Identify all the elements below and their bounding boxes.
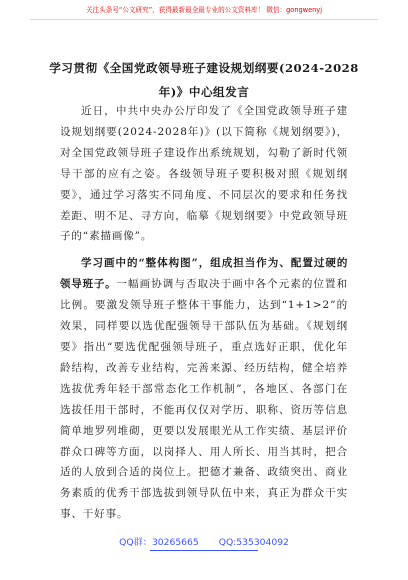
header-banner[interactable]: 关注头条号“公文研究”，获得最新最全最专业的公文资料库！ 微信：gongwenyj	[85, 6, 323, 14]
title-line-2: 年)》中心组发言	[158, 85, 250, 99]
document-title	[48, 56, 360, 104]
paragraph-body-text: 一幅画协调与否取决于画中各个元素的位置和比例。要激发领导班子整体干事能力，达到“1+1>2”的效果，同样要以选优配强领导干部队伍为基础。《规划纲要》指出“要选优配强领导班子，重点选好正职，优化年龄结构，改善专业结构，完善来源、经历结构，健全培养选拔优秀年轻干部常态化工作机制”，各地区、各部门在选拔任用干部时，不能再仅仅对学历、职称、资历等信息简单地罗列堆砌，更要以发展眼光从工作实绩、基层评价群众口碑等方面，以岗择人、用人所长、用当其时，把合适的人放到合适的岗位上。把德才兼备、政绩突出、商业务素质的优秀干部选拔到领导队伍中来，真正为群众干实事、干好事。	[60, 278, 348, 521]
title-line-1: 学习贯彻《全国党政领导班子建设规划纲要(2024-2028	[49, 61, 359, 75]
document-body	[60, 101, 348, 525]
header-divider	[30, 19, 378, 20]
footer-contact	[0, 537, 408, 549]
footer-underline	[150, 550, 258, 551]
footer-qq[interactable]: QQ:535304092	[218, 537, 289, 548]
footer-qq-group[interactable]: QQ群：30265665	[119, 537, 199, 548]
paragraph-intro: 近日，中共中央办公厅印发了《全国党政领导班子建设规划纲要(2024-2028年)》(以下简称《规划纲要》)，对全国党政领导班子建设作出系统规划，勾勒了新时代领导干部的应有之姿。各级领导班子要积极对照《规划纲要》，通过学习落实不同角度、不同层次的要求和任务找差距、明不足、寻方向，临摹《规划纲要》中党政领导班子的“素描画像”。	[60, 105, 348, 243]
paragraph-lead-sentence: 学习画中的“整体构图”，组成担当作为、配置过硬的领导班子。	[60, 257, 348, 291]
paragraph-composition	[60, 253, 348, 525]
